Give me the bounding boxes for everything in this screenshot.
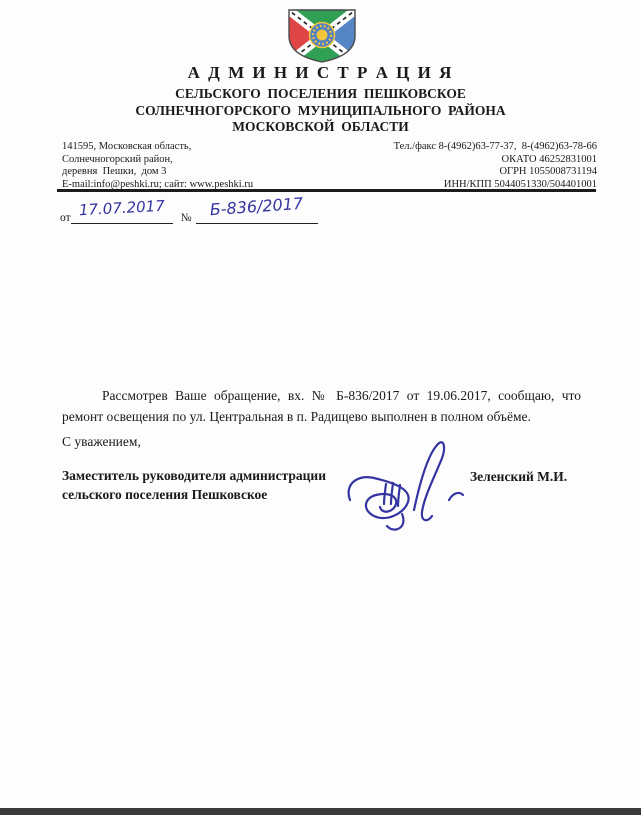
address-line: 141595, Московская область, xyxy=(62,141,192,152)
address-line: деревня Пешки, дом 3 xyxy=(62,166,167,177)
date-from-label: от xyxy=(60,212,71,224)
handwritten-signature-icon xyxy=(336,438,468,534)
org-name-line3: СОЛНЕЧНОГОРСКОГО МУНИЦИПАЛЬНОГО РАЙОНА xyxy=(135,102,506,118)
ogrn-line: ОГРН 1055008731194 xyxy=(499,166,597,177)
org-name-line1: А Д М И Н И С Т Р А Ц И Я xyxy=(187,63,454,82)
signer-position xyxy=(62,466,326,504)
number-label: № xyxy=(180,212,192,224)
scan-bottom-edge xyxy=(0,808,641,815)
signer-name: Зеленский М.И. xyxy=(470,469,568,484)
org-name-line4: МОСКОВСКОЙ ОБЛАСТИ xyxy=(232,119,409,134)
okato-line: ОКАТО 46252831001 xyxy=(501,153,597,165)
inn-kpp-line: ИНН/КПП 5044051330/504401001 xyxy=(443,178,597,190)
org-header xyxy=(0,63,641,136)
reference-line xyxy=(60,193,318,224)
phone-fax-line: Тел./факс 8-(4962)63-77-37, 8-(4962)63-78-66 xyxy=(393,141,597,152)
email-website-line: E-mail:info@peshki.ru; сайт: www.peshki.ru xyxy=(62,178,254,190)
org-name-line2: СЕЛЬСКОГО ПОСЕЛЕНИЯ ПЕШКОВСКОЕ xyxy=(175,86,466,101)
letter-date-field xyxy=(71,196,173,224)
handwritten-letter-number: Б-836/2017 xyxy=(209,193,304,220)
letter-body-paragraph: Рассмотрев Ваше обращение, вх. № Б-836/2017 от 19.06.2017, сообщаю, что ремонт освещения по ул. Центральная в п. Радищево выполнен в полном объёме. xyxy=(62,387,581,424)
handwritten-letter-date: 17.07.2017 xyxy=(78,196,165,220)
letter-number-field xyxy=(196,193,318,224)
signer-position-line2: сельского поселения Пешковское xyxy=(62,487,268,502)
address-line: Солнечногорский район, xyxy=(62,153,173,165)
signer-position-line1: Заместитель руководителя администрации xyxy=(62,468,326,483)
contacts-block xyxy=(62,141,597,191)
registration-codes-block xyxy=(394,141,597,191)
header-divider-rule xyxy=(57,189,596,192)
closing-salutation: С уважением, xyxy=(62,434,141,449)
postal-address-block xyxy=(62,141,253,191)
coat-of-arms-icon xyxy=(286,8,358,64)
